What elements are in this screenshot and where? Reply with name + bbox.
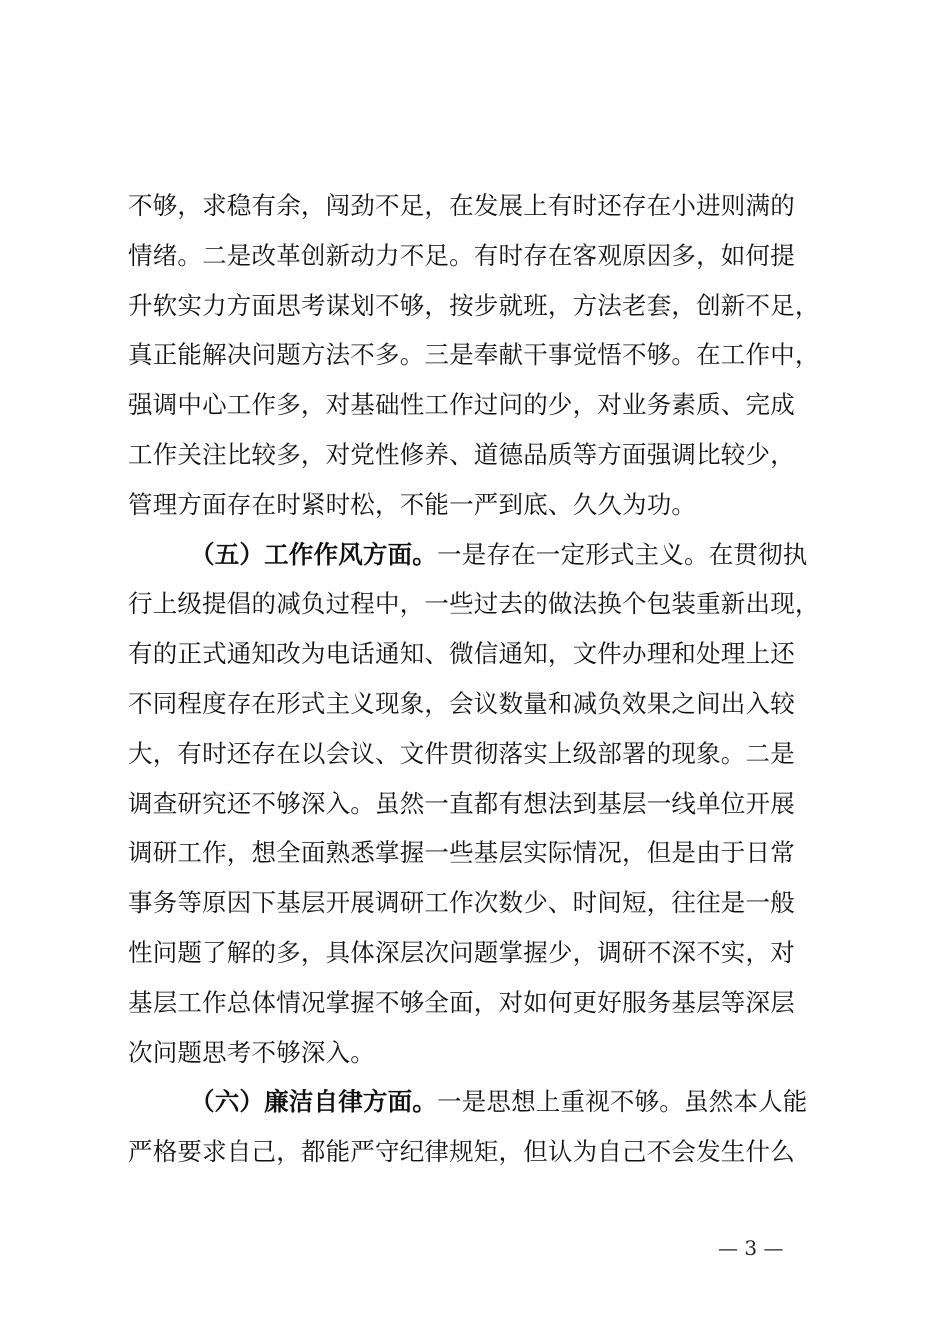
text-line: 有的正式通知改为电话通知、微信通知，文件办理和处理上还 (128, 639, 795, 669)
text-line: 基层工作总体情况掌握不够全面，对如何更好服务基层等深层 (128, 987, 795, 1017)
text-line: 管理方面存在时紧时松，不能一严到底、久久为功。 (128, 489, 697, 519)
text-line: 性问题了解的多，具体深层次问题掌握少，调研不深不实，对 (128, 937, 795, 967)
text-line: 大，有时还存在以会议、文件贯彻落实上级部署的现象。二是 (128, 738, 795, 768)
text-line: 调查研究还不够深入。虽然一直都有想法到基层一线单位开展 (128, 788, 795, 818)
section-5-heading: （五）工作作风方面。 (190, 539, 437, 569)
text-line: 行上级提倡的减负过程中，一些过去的做法换个包装重新出现， (128, 589, 820, 619)
section-5-first-line-text: 一是存在一定形式主义。在贯彻执 (437, 539, 808, 569)
section-6-first-line (128, 1077, 836, 1127)
text-line: 不够，求稳有余，闯劲不足，在发展上有时还存在小进则满的 (128, 191, 795, 220)
text-line: 不同程度存在形式主义现象，会议数量和减负效果之间出入较 (128, 688, 795, 718)
text-line: 调研工作，想全面熟悉掌握一些基层实际情况，但是由于日常 (128, 838, 795, 868)
body-text (128, 181, 836, 1177)
text-line: 真正能解决问题方法不多。三是奉献干事觉悟不够。在工作中， (128, 340, 820, 370)
section-5-first-line (128, 530, 836, 580)
section-6-heading: （六）廉洁自律方面。 (190, 1087, 437, 1117)
text-line: 情绪。二是改革创新动力不足。有时存在客观原因多，如何提 (128, 240, 795, 270)
page-number: — 3 — (718, 1236, 784, 1260)
text-line: 事务等原因下基层开展调研工作次数少、时间短，往往是一般 (128, 888, 795, 918)
text-line: 严格要求自己，都能严守纪律规矩，但认为自己不会发生什么 (128, 1137, 795, 1167)
text-line: 强调中心工作多，对基础性工作过问的少，对业务素质、完成 (128, 390, 795, 420)
text-line: 升软实力方面思考谋划不够，按步就班，方法老套，创新不足， (128, 290, 820, 320)
text-line: 工作关注比较多，对党性修养、道德品质等方面强调比较少， (128, 439, 795, 469)
section-6-first-line-text: 一是思想上重视不够。虽然本人能 (437, 1087, 808, 1117)
text-line: 次问题思考不够深入。 (128, 1037, 375, 1067)
